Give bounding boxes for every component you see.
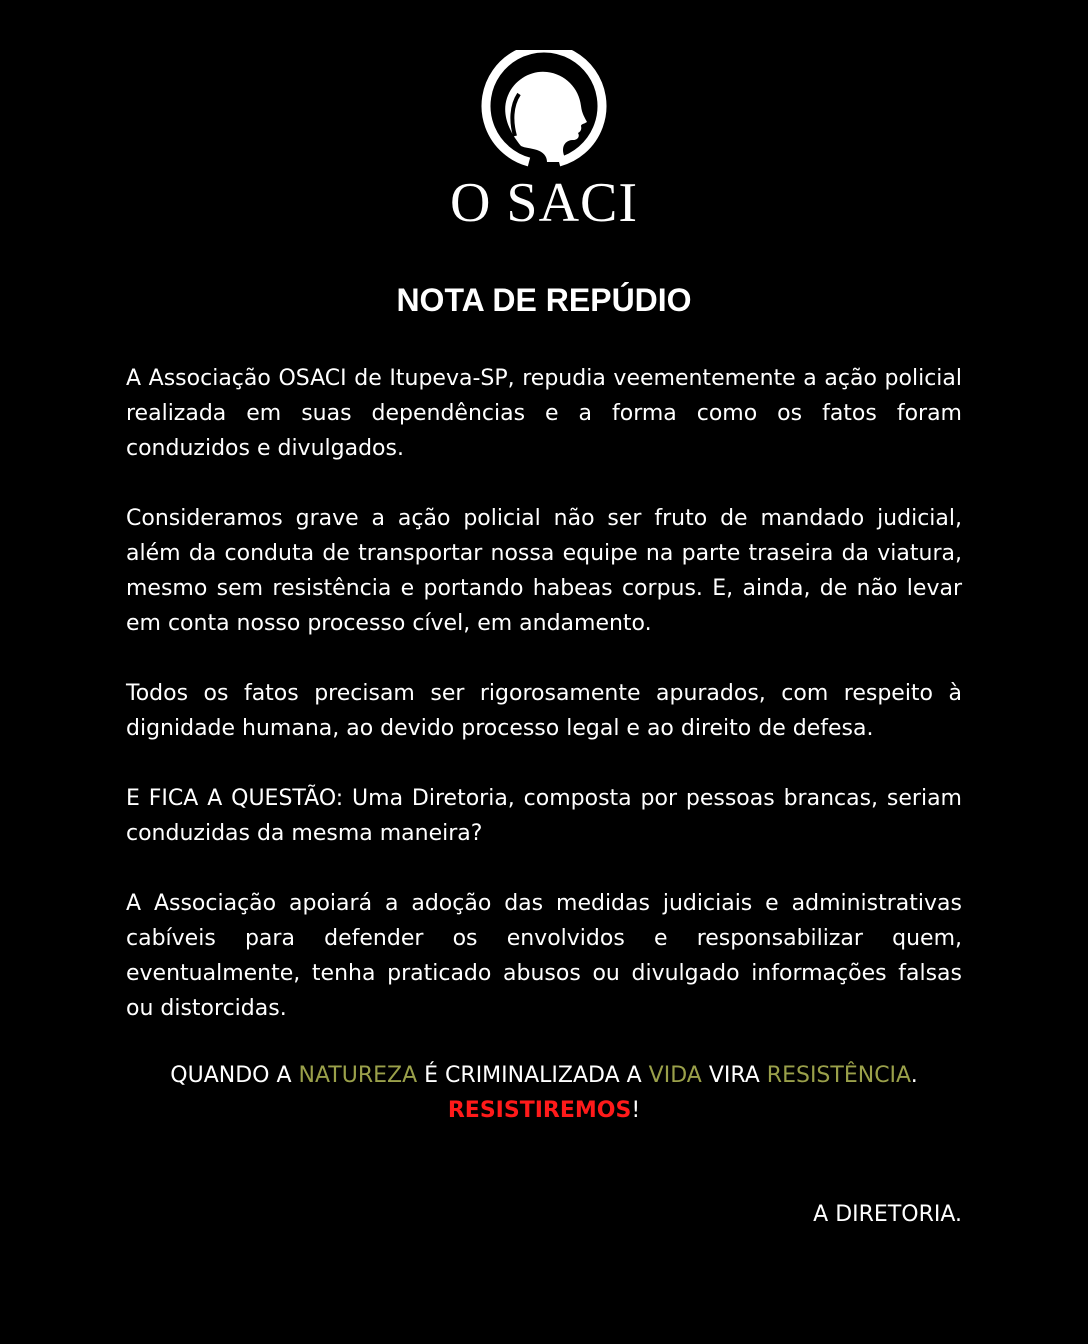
paragraph: E FICA A QUESTÃO: Uma Diretoria, composta por pessoas brancas, seriam conduzidas da mesma maneira?	[126, 786, 962, 846]
paragraph: A Associação apoiará a adoção das medidas judiciais e administrativas cabíveis para defender os envolvidos e responsabilizar quem, eventualmente, tenha praticado abusos ou divulgado informações falsas ou distorcidas.	[126, 891, 962, 1021]
slogan	[0, 1058, 1088, 1128]
slogan-highlight: RESISTÊNCIA	[766, 1063, 911, 1088]
logo	[0, 50, 1088, 234]
page-title: NOTA DE REPÚDIO	[396, 282, 692, 318]
logo-text: O SACI	[449, 172, 639, 234]
slogan-resist: RESISTIREMOS	[447, 1098, 632, 1123]
paragraph: A Associação OSACI de Itupeva-SP, repudia veementemente a ação policial realizada em suas dependências e a forma como os fatos foram conduzidos e divulgados.	[126, 366, 962, 461]
slogan-text: !	[631, 1098, 641, 1123]
head-profile-circle-icon	[481, 50, 607, 168]
slogan-text: QUANDO A	[170, 1063, 299, 1088]
paragraph: Todos os fatos precisam ser rigorosamente apurados, com respeito à dignidade humana, ao devido processo legal e ao direito de defesa.	[126, 681, 962, 741]
signature: A DIRETORIA.	[813, 1202, 962, 1227]
slogan-line-1	[0, 1058, 1088, 1093]
slogan-highlight: VIDA	[648, 1063, 702, 1088]
paragraph: Consideramos grave a ação policial não ser fruto de mandado judicial, além da conduta de transportar nossa equipe na parte traseira da viatura, mesmo sem resistência e portando habeas corpus. E, ainda, de não levar em conta nosso processo cível, em andamento.	[126, 506, 962, 636]
slogan-line-2	[0, 1093, 1088, 1128]
slogan-text: VIRA	[701, 1063, 767, 1088]
slogan-highlight: NATUREZA	[298, 1063, 418, 1088]
statement-body	[126, 361, 962, 1061]
slogan-text: É CRIMINALIZADA A	[417, 1063, 649, 1088]
slogan-text: .	[910, 1063, 918, 1088]
